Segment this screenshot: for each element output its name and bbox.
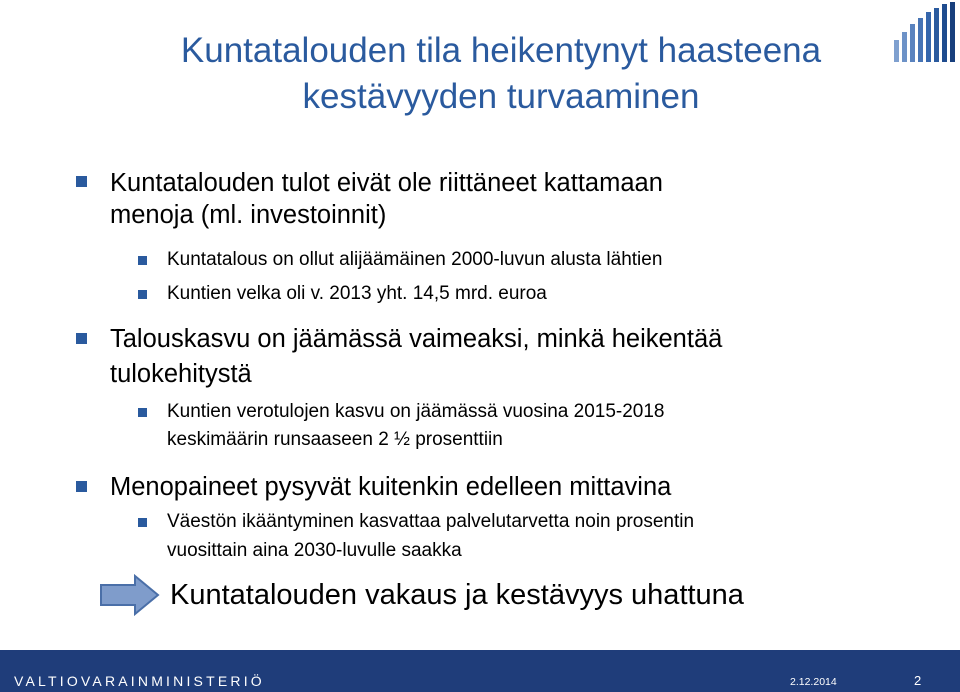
bullet-square-icon [76,176,87,187]
slide-title-line-2: kestävyyden turvaaminen [302,77,700,116]
conclusion-text: Kuntatalouden vakaus ja kestävyys uhattuna [170,579,744,611]
bullet-3-line-1: Menopaineet pysyvät kuitenkin edelleen mittavina [110,473,672,501]
slide-title [106,28,896,120]
bullet-2-sub-1-line-1: Kuntien verotulojen kasvu on jäämässä vuosina 2015-2018 [167,401,665,422]
bullet-square-icon [76,333,87,344]
bullet-2-line-2: tulokehitystä [110,360,252,388]
slide-date: 2.12.2014 [790,676,837,688]
footer-bar [0,650,960,692]
sub-bullet-square-icon [138,290,147,299]
right-arrow-icon [99,574,161,621]
bullet-1-line-2: menoja (ml. investoinnit) [110,201,387,229]
bullet-3-sub-1-line-1: Väestön ikääntyminen kasvattaa palvelutarvetta noin prosentin [167,511,695,532]
sub-bullet-square-icon [138,408,147,417]
sub-bullet-square-icon [138,256,147,265]
bullet-2-line-1: Talouskasvu on jäämässä vaimeaksi, minkä heikentää [110,325,723,353]
bullet-2-sub-1-line-2: keskimäärin runsaaseen 2 ½ prosenttiin [167,429,503,450]
bullet-1-sub-2: Kuntien velka oli v. 2013 yht. 14,5 mrd. euroa [167,283,547,304]
bullet-square-icon [76,481,87,492]
bullet-1-line-1: Kuntatalouden tulot eivät ole riittäneet kattamaan [110,169,663,197]
ministry-name: VALTIOVARAINMINISTERIÖ [14,673,265,689]
bullet-3-sub-1-line-2: vuosittain aina 2030-luvulle saakka [167,540,462,561]
stair-bars-logo-icon [890,0,960,70]
sub-bullet-square-icon [138,518,147,527]
bullet-1-sub-1: Kuntatalous on ollut alijäämäinen 2000-luvun alusta lähtien [167,249,663,270]
slide-title-line-1: Kuntatalouden tila heikentynyt haasteena [180,31,822,70]
page-number: 2 [914,673,922,688]
